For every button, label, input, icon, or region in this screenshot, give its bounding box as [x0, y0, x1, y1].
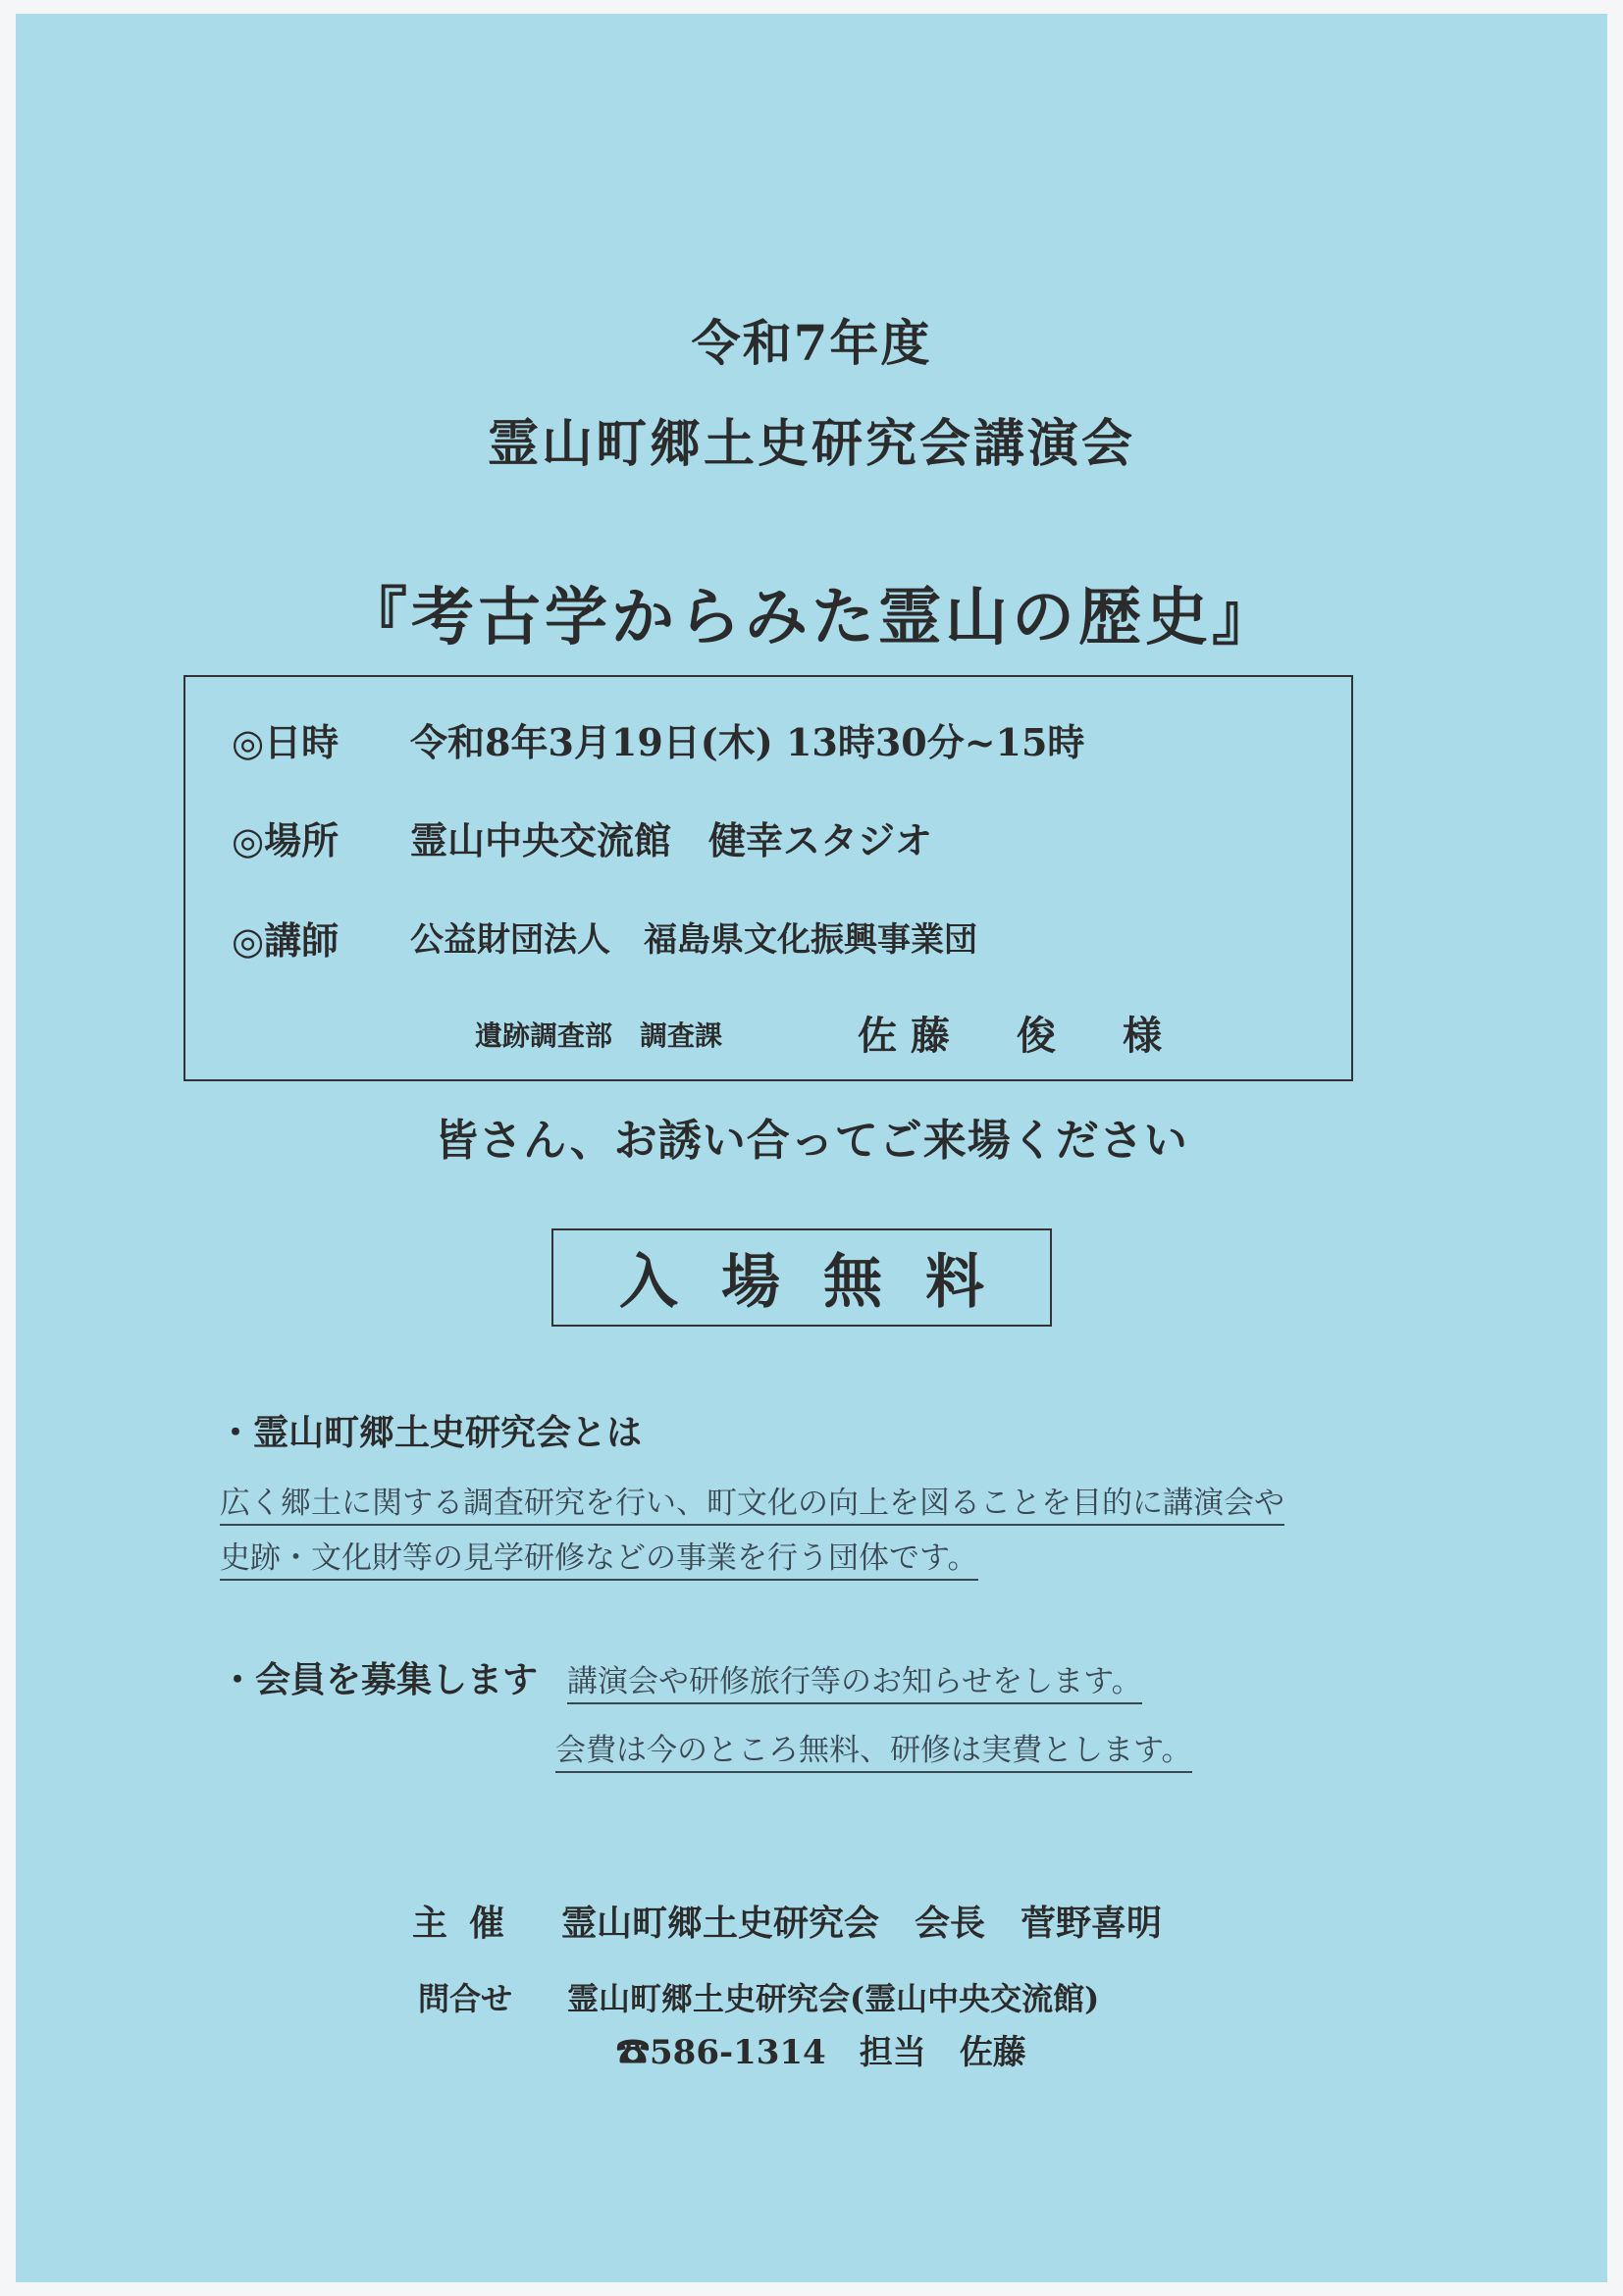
lecturer-name: 佐藤 俊 様 [858, 1013, 1176, 1059]
contact-phone: ☎586-1314 担当 佐藤 [616, 2033, 1026, 2072]
lecture-title: 『考古学からみた霊山の歴史』 [344, 581, 1279, 654]
date-value: 令和8年3月19日(木) 13時30分~15時 [410, 720, 1085, 764]
membership-text-line-1: 講演会や研修旅行等のお知らせをします。 [567, 1656, 1142, 1704]
year-title: 令和7年度 [691, 314, 932, 372]
place-value: 霊山中央交流館 健幸スタジオ [410, 818, 933, 862]
host-value: 霊山町郷土史研究会 会長 菅野喜明 [561, 1903, 1163, 1944]
event-title: 霊山町郷土史研究会講演会 [487, 414, 1135, 474]
free-admission-label: 入場無料 [619, 1248, 1027, 1317]
host-label: 主催 [412, 1903, 527, 1944]
about-text-line-2: 史跡・文化財等の見学研修などの事業を行う団体です。 [220, 1533, 978, 1581]
contact-label: 問合せ [418, 1980, 513, 2017]
lecturer-organization: 公益財団法人 福島県文化振興事業団 [410, 920, 977, 960]
date-label: ◎日時 [232, 720, 340, 764]
place-label: ◎場所 [232, 818, 340, 862]
invitation-text: 皆さん、お誘い合ってご来場ください [435, 1116, 1188, 1166]
about-text-line-1: 広く郷土に関する調査研究を行い、町文化の向上を図ることを目的に講演会や [220, 1478, 1284, 1526]
membership-text-line-2: 会費は今のところ無料、研修は実費とします。 [555, 1725, 1192, 1773]
lecturer-label: ◎講師 [232, 918, 340, 963]
lecturer-department: 遺跡調査部 調査課 [475, 1019, 723, 1052]
contact-value: 霊山町郷土史研究会(霊山中央交流館) [567, 1980, 1100, 2017]
membership-heading: ・会員を募集します [220, 1659, 539, 1700]
about-heading: ・霊山町郷土史研究会とは [218, 1412, 643, 1453]
free-admission-box [551, 1228, 1052, 1327]
